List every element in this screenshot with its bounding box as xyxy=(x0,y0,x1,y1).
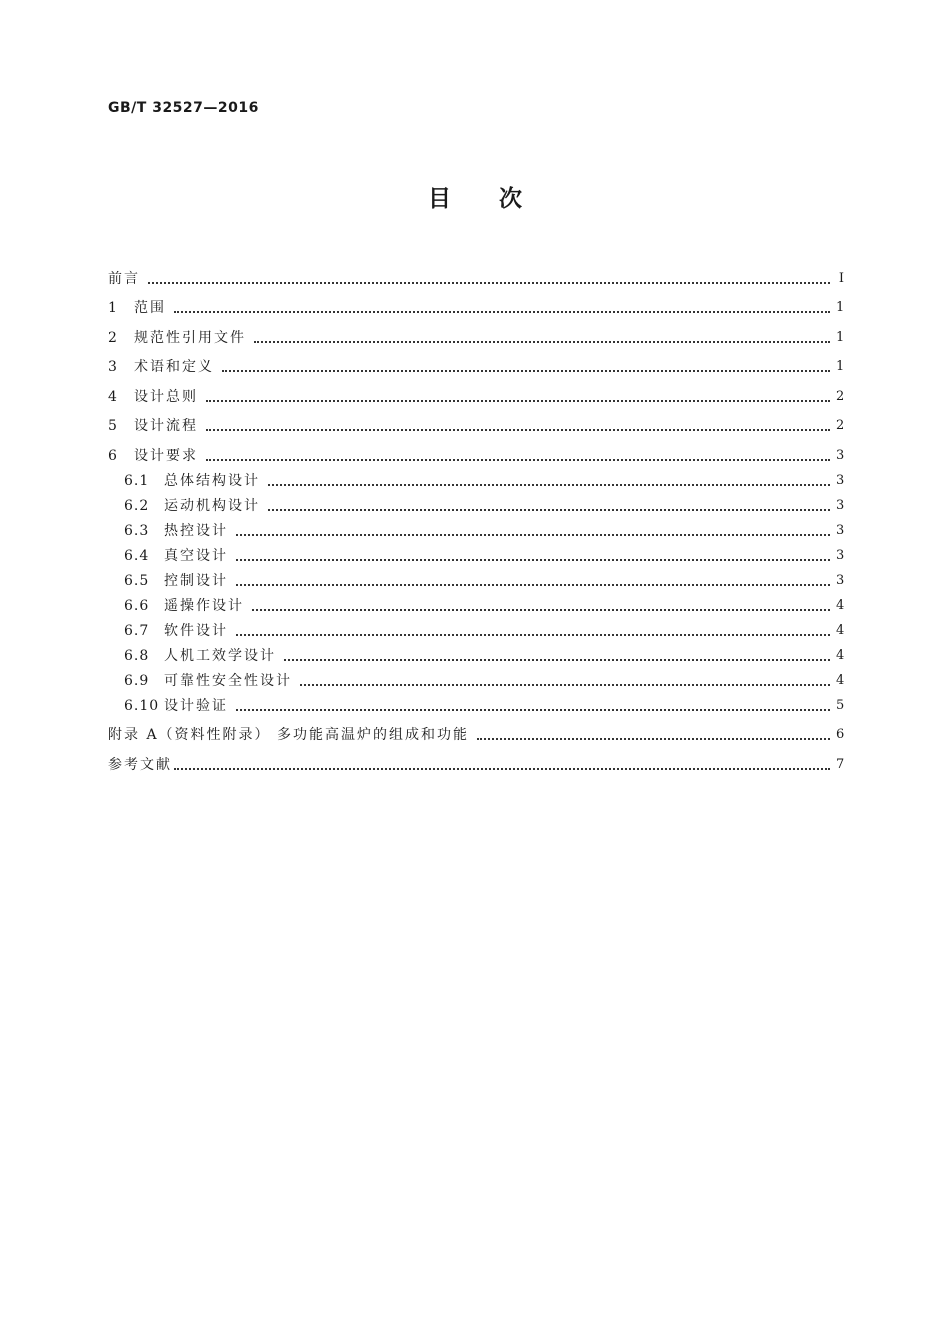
toc-entry-label: 附录 A（资料性附录） 多功能高温炉的组成和功能 xyxy=(108,727,470,743)
toc-entry[interactable] xyxy=(108,465,844,490)
toc-entry[interactable] xyxy=(108,665,844,690)
toc-entry[interactable] xyxy=(108,565,844,590)
toc-dot-leader xyxy=(284,659,830,661)
toc-entry-number: 6.10 xyxy=(124,697,160,714)
toc-entry-page: 3 xyxy=(836,547,845,563)
toc-dot-leader xyxy=(174,768,830,770)
toc-entry-label: 设计验证 xyxy=(164,697,228,714)
toc-entry-label: 术语和定义 xyxy=(134,359,214,375)
toc-entry[interactable] xyxy=(108,715,844,745)
toc-dot-leader xyxy=(236,584,830,586)
toc-entry[interactable] xyxy=(108,347,844,377)
toc-entry-page: 7 xyxy=(836,756,845,772)
toc-dot-leader xyxy=(477,738,830,740)
toc-entry-page: 4 xyxy=(836,622,845,638)
toc-entry-page: 4 xyxy=(836,672,845,688)
toc-entry[interactable] xyxy=(108,590,844,615)
toc-dot-leader xyxy=(236,634,830,636)
toc-entry[interactable] xyxy=(108,258,844,288)
toc-entry-page: 2 xyxy=(836,418,845,433)
toc-entry-number: 6.7 xyxy=(124,622,150,639)
toc-entry[interactable] xyxy=(108,540,844,565)
toc-entry-label: 范围 xyxy=(134,300,166,316)
toc-dot-leader xyxy=(268,509,830,511)
toc-entry-page: 3 xyxy=(836,572,845,588)
toc-dot-leader xyxy=(252,609,830,611)
toc-entry[interactable] xyxy=(108,376,844,406)
toc-entry-label: 规范性引用文件 xyxy=(134,329,246,346)
toc-dot-leader xyxy=(148,282,830,284)
toc-entry-label: 总体结构设计 xyxy=(164,472,260,489)
toc-entry-page: 5 xyxy=(836,697,845,713)
toc-dot-leader xyxy=(236,559,830,561)
toc-entry-label: 运动机构设计 xyxy=(164,497,260,514)
toc-entry-number: 1 xyxy=(108,300,118,316)
toc-entry-page: Ⅰ xyxy=(838,270,844,286)
toc-entry[interactable] xyxy=(108,640,844,665)
toc-dot-leader xyxy=(206,400,830,402)
toc-entry-label: 参考文献 xyxy=(108,756,172,773)
toc-entry-label: 设计流程 xyxy=(134,418,198,434)
toc-title: 目次 xyxy=(428,186,570,212)
toc-entry[interactable] xyxy=(108,744,844,774)
toc-entry-page: 4 xyxy=(836,597,845,613)
toc-entry-page: 3 xyxy=(836,497,845,513)
toc-entry[interactable] xyxy=(108,690,844,715)
toc-entry-number: 6.2 xyxy=(124,497,150,514)
toc-entry-number: 6.4 xyxy=(124,547,150,564)
toc-entry-number: 6.5 xyxy=(124,572,150,589)
toc-dot-leader xyxy=(206,429,830,431)
toc-entry[interactable] xyxy=(108,406,844,436)
toc-entry-label: 设计要求 xyxy=(134,447,198,464)
toc-entry-number: 2 xyxy=(108,329,118,346)
toc-entry-label: 前言 xyxy=(108,270,140,287)
toc-entry-label: 可靠性安全性设计 xyxy=(164,672,292,689)
table-of-contents xyxy=(108,258,844,774)
toc-entry-page: 3 xyxy=(836,447,845,463)
toc-entry-page: 6 xyxy=(836,727,845,742)
toc-entry[interactable] xyxy=(108,435,844,465)
toc-entry-number: 6.3 xyxy=(124,522,150,539)
toc-entry-page: 1 xyxy=(836,359,845,374)
toc-entry-label: 人机工效学设计 xyxy=(164,647,276,664)
toc-entry-label: 热控设计 xyxy=(164,522,228,539)
toc-entry[interactable] xyxy=(108,615,844,640)
toc-entry-page: 3 xyxy=(836,472,845,488)
toc-entry-page: 1 xyxy=(836,300,845,315)
toc-entry[interactable] xyxy=(108,317,844,347)
toc-entry-label: 遥操作设计 xyxy=(164,597,244,614)
toc-entry-number: 6.8 xyxy=(124,647,150,664)
toc-dot-leader xyxy=(268,484,830,486)
toc-entry-page: 2 xyxy=(836,388,845,404)
toc-entry-number: 6.9 xyxy=(124,672,150,689)
toc-entry-number: 6.1 xyxy=(124,472,150,489)
toc-entry-label: 软件设计 xyxy=(164,622,228,639)
toc-dot-leader xyxy=(300,684,830,686)
toc-entry-label: 真空设计 xyxy=(164,547,228,564)
toc-dot-leader xyxy=(236,709,830,711)
toc-entry-number: 4 xyxy=(108,388,118,405)
toc-entry-page: 3 xyxy=(836,522,845,538)
standard-id: GB/T 32527—2016 xyxy=(108,100,259,116)
toc-entry-page: 1 xyxy=(836,329,845,345)
toc-dot-leader xyxy=(174,311,830,313)
toc-entry-number: 6 xyxy=(108,447,118,464)
toc-entry[interactable] xyxy=(108,288,844,318)
toc-dot-leader xyxy=(206,459,830,461)
toc-dot-leader xyxy=(254,341,830,343)
toc-dot-leader xyxy=(236,534,830,536)
toc-entry-label: 设计总则 xyxy=(134,388,198,405)
toc-dot-leader xyxy=(222,370,830,372)
toc-entry-number: 3 xyxy=(108,359,118,375)
toc-entry[interactable] xyxy=(108,490,844,515)
toc-entry-page: 4 xyxy=(836,647,845,663)
toc-entry-label: 控制设计 xyxy=(164,572,228,589)
toc-entry-number: 6.6 xyxy=(124,597,150,614)
toc-entry[interactable] xyxy=(108,515,844,540)
toc-entry-number: 5 xyxy=(108,418,118,434)
